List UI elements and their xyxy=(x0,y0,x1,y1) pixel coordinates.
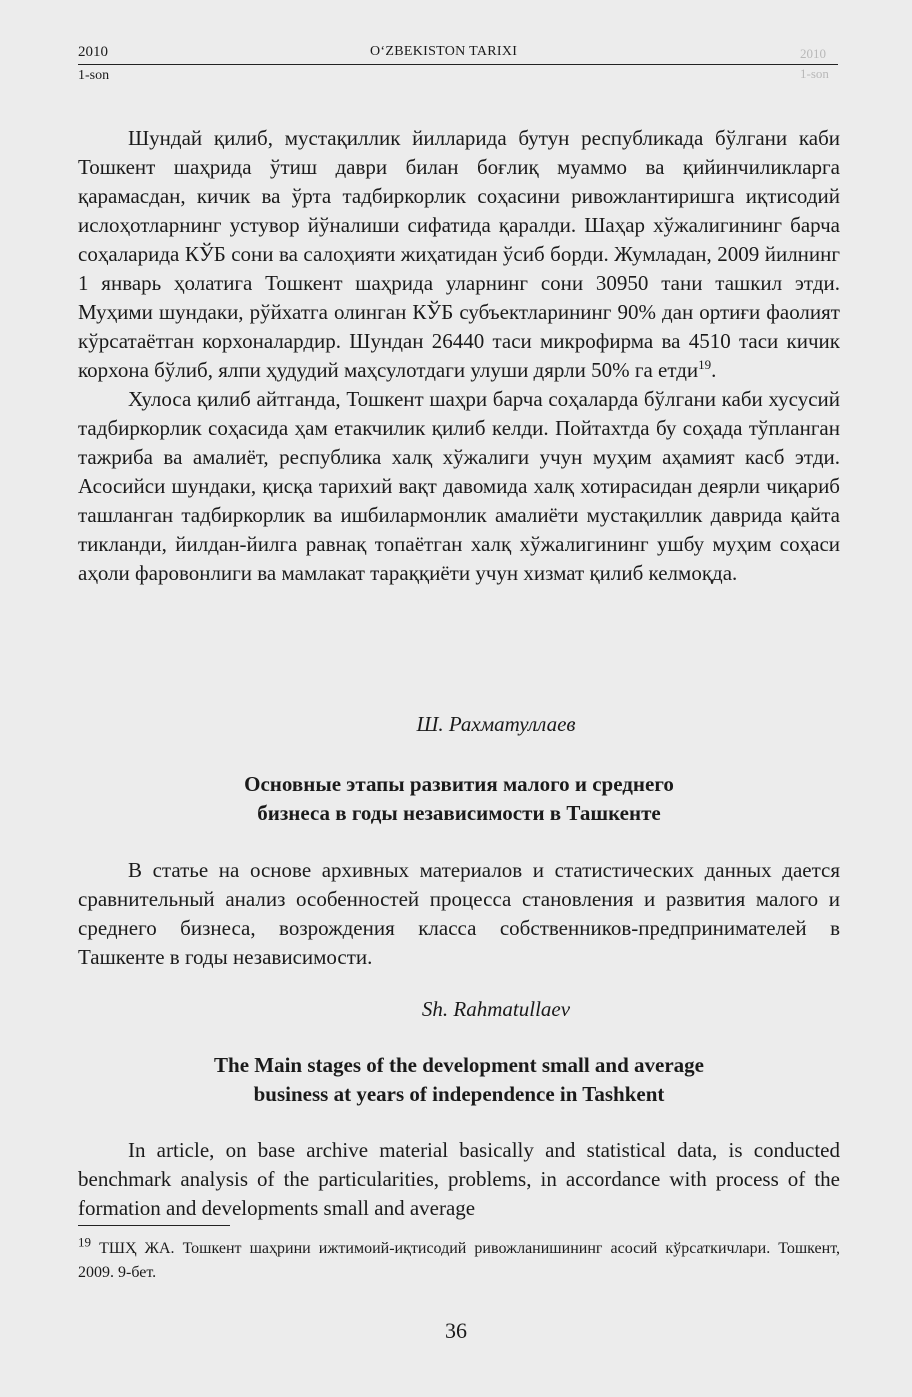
footnote-text: ТШҲ ЖА. Тошкент шаҳрини ижтимоий-иқтисодий ривожланишининг асосий кўрсаткичлари. Тошкент, 2009. 9-бет. xyxy=(78,1240,841,1281)
ru-title: Основные этапы развития малого и среднего бизнеса в годы независимости в Ташкенте xyxy=(244,772,674,825)
header-journal-title: O‘ZBEKISTON TARIXI xyxy=(370,44,518,59)
bleed-through-header: 2010 1-son xyxy=(800,46,829,81)
footnote-rule xyxy=(78,1225,230,1226)
en-author: Sh. Rahmatullaev xyxy=(421,997,571,1021)
uz-paragraph: Хулоса қилиб айтганда, Тошкент шаҳри барча соҳаларда бўлгани каби хусусий тадбиркорлик соҳасида ҳам етакчилик қилиб келди. Пойтахтда бу соҳада тўпланган тажриба ва амалиёт, республика халқ хўжалиги учун муҳим аҳамият касб этди. Асосийси шундаки, қисқа тарихий вақт давомида халқ хотирасидан деярли чиқариб ташланган тадбиркорлик ва ишбилармонлик амалиёти мустақиллик даврида қайта тикланди, йилдан-йилга равнақ топаётган халқ хўжалигининг ушбу муҳим соҳаси аҳоли фаровонлиги ва мамлакат тараққиёти учун хизмат қилиб келмоқда. xyxy=(78,387,840,585)
en-title: The Main stages of the development small and average business at years of independence in Tashkent xyxy=(214,1053,704,1106)
header-rule xyxy=(78,64,838,65)
uz-article-text xyxy=(78,124,840,588)
header-issue: 1-son xyxy=(78,68,110,83)
header-year: 2010 xyxy=(78,44,108,60)
footnote-number: 19 xyxy=(78,1234,91,1250)
footnote xyxy=(78,1234,841,1285)
ru-author: Ш. Рахматуллаев xyxy=(416,712,576,736)
en-summary-text: In article, on base archive material basically and statistical data, is conducted benchmark analysis of the particularities, problems, in accordance with process of the formation and developments small and average xyxy=(78,1138,840,1220)
ru-summary-text: В статье на основе архивных материалов и статистических данных дается сравнительный анализ особенностей процесса становления и развития малого и среднего бизнеса, возрождения класса собственников-предпринимателей в Ташкенте в годы независимости. xyxy=(78,858,840,969)
page-number: 36 xyxy=(445,1318,467,1343)
uz-paragraph: Шундай қилиб, мустақиллик йилларида бутун республикада бўлгани каби Тошкент шаҳрида ўтиш даври билан боғлиқ муаммо ва қийинчиликларга қарамасдан, кичик ва ўрта тадбиркорлик соҳасини ривожлантиришга иқтисодий ислоҳотларнинг устувор йўналиши сифатида қаралди. Шаҳар хўжалигининг барча соҳаларида КЎБ сони ва салоҳияти жиҳатидан ўсиб борди. Жумладан, 2009 йилнинг 1 январь ҳолатига Тошкент шаҳрида уларнинг сони 30950 тани ташкил этди. Муҳими шундаки, рўйхатга олинган КЎБ субъектларининг 90% дан ортиғи фаолият кўрсатаётган корхоналардир. Шундан 26440 таси микрофирма ва 4510 таси кичик корхона бўлиб, ялпи ҳудудий маҳсулотдаги улуши дярли 50% га етди$^{19}$. xyxy=(78,126,840,382)
footnote-ref: 19 xyxy=(698,357,712,372)
